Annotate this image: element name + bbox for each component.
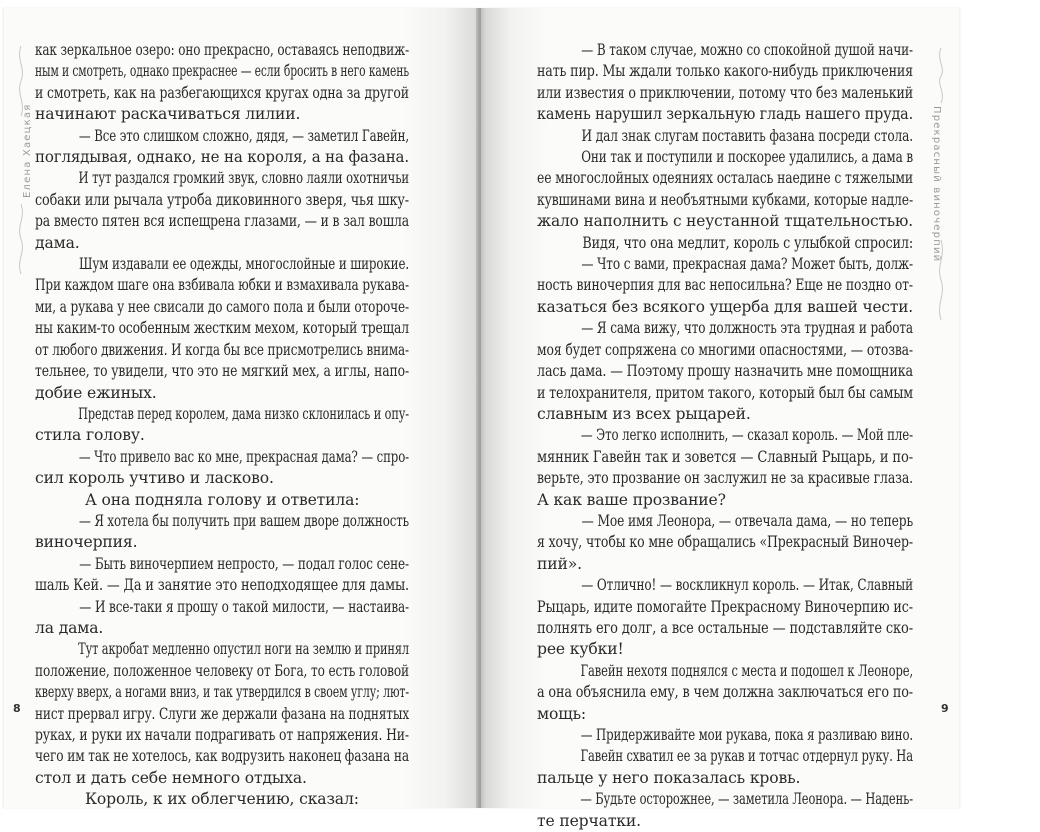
text-line: дама. (35, 233, 80, 252)
text-line: чего им так не хотелось, как водрузить наконец фазана на (35, 747, 409, 766)
text-line: ее многослойных одеяниях осталась наедине с тяжелыми (537, 169, 914, 188)
text-line: А она подняла голову и ответила: (85, 490, 360, 509)
text-line: ла дама. (35, 618, 104, 637)
text-line: кверху вверх, а ногами вниз, и так утвердился в своем углу; лют- (35, 683, 409, 702)
text-line: тельнее, то увидели, что это не мягкий мех, а иглы, напо- (35, 362, 410, 381)
text-line: шаль Кей. — Да и занятие это неподходящее для дамы. (35, 576, 410, 595)
text-line: Представ перед королем, дама низко склонилась и опу- (78, 404, 410, 423)
text-line: — Все это слишком сложно, дядя, — заметил Гавейн, (78, 126, 409, 145)
text-line: и смотреть, как на разбегающихся кругах одна за другой (35, 83, 409, 102)
text-line: — Это легко исполнить, — сказал король. — Мой пле- (580, 426, 914, 445)
text-line: И дал знак слугам поставить фазана посреди стола. (581, 126, 913, 145)
page-ornament-icon (14, 204, 28, 274)
text-line: или известия о приключении, потому что без маленький (537, 83, 913, 102)
text-line: верьте, это прозвание он заслужил не за красивые глаза. (537, 469, 913, 488)
text-line: а она объяснила ему, в чем должна заключаться его по- (537, 683, 914, 702)
text-line: — Что с вами, прекрасная дама? Может быть, долж- (581, 255, 914, 274)
text-line: — В таком случае, можно со спокойной душой начи- (581, 41, 913, 59)
text-line: А как ваше прозвание? (537, 490, 726, 509)
text-line: Шум издавали ее одежды, многослойные и широкие. (78, 255, 409, 274)
text-line: начинают раскачиваться лилии. (35, 105, 301, 124)
running-head: Елена Хаецкая (22, 103, 33, 198)
text-line: жало наполнить с неустанной тщательностью. (537, 212, 914, 231)
text-line: ны каким-то особенным жестким мехом, который трещал (35, 319, 410, 338)
text-line: пий». (537, 554, 582, 573)
text-line: мянник Гавейн так и зовется — Славный Рыцарь, и по- (537, 447, 914, 466)
text-line: ра вместо пятен вся испещрена глазами, — и в зал вошла (35, 212, 410, 231)
text-line: Король, к их облегчению, сказал: (85, 790, 359, 809)
text-line: мощь: (537, 704, 587, 723)
text-line: — Отлично! — воскликнул король. — Итак, Славный (581, 576, 914, 595)
text-line: — Быть виночерпием непросто, — подал голос сене- (79, 554, 409, 573)
text-line: стила голову. (35, 426, 145, 445)
text-line: рее кубки! (537, 640, 624, 659)
text-line: стол и дать себе немного отдыха. (35, 768, 307, 787)
text-line: как зеркальное озеро: оно прекрасно, оставаясь неподвиж- (35, 41, 410, 59)
text-line: добие ежиных. (35, 383, 157, 402)
text-line: ность виночерпия для вас непосильна? Еще не поздно от- (537, 276, 913, 295)
text-line: пальце у него показалась кровь. (537, 768, 801, 787)
text-line: славным из всех рыцарей. (537, 404, 751, 423)
text-line: поглядывая, однако, не на короля, а на фазана. (35, 148, 409, 167)
text-line: руках, и руки их начали подрагивать от напряжения. Ни- (35, 726, 409, 744)
text-line: Гавейн нехотя поднялся с места и подошел к Леоноре, (580, 661, 914, 680)
text-line: И тут раздался громкий звук, словно лаяли охотничьи (78, 169, 409, 188)
text-line: камень нарушил зеркальную гладь нашего пруда. (537, 105, 914, 124)
text-line: Видя, что она медлит, король с улыбкой спросил: (582, 233, 913, 252)
text-line: от любого движения. И когда бы все присмотрелись внима- (35, 340, 409, 359)
text-line: лась дама. — Поэтому прошу назначить мне помощника (537, 362, 913, 381)
text-line: ми, а рукава у нее свисали до самого пола и были отороче- (35, 297, 409, 316)
text-line: При каждом шаге она взбивала юбки и взмахивала рукава- (35, 276, 409, 295)
page-number: 9 (941, 702, 949, 715)
text-line: — Мое имя Леонора, — отвечала дама, — но теперь (581, 511, 914, 530)
text-line: те перчатки. (537, 811, 641, 830)
left-page-text (35, 40, 409, 811)
text-line: нать пир. Мы ждали только какого-нибудь приключения (537, 62, 913, 81)
text-line: Гавейн схватил ее за рукав и тотчас отдернул руку. На (580, 747, 913, 766)
text-line: Тут акробат медленно опустил ноги на землю и принял (78, 640, 409, 659)
text-line: положение, положенное человеку от Бога, то есть головой (35, 661, 409, 680)
text-line: кувшинами вина и необъятными кубками, которые надле- (537, 190, 914, 209)
right-page (481, 8, 959, 830)
running-head: Прекрасный виночерпий (931, 106, 942, 263)
text-line: — Придерживайте мои рукава, пока я разливаю вино. (580, 726, 913, 744)
text-line: — Будьте осторожнее, — заметила Леонора. — Надень- (580, 790, 914, 809)
text-line: виночерпия. (35, 533, 138, 552)
text-line: — Что привело вас ко мне, прекрасная дама? — спро- (78, 447, 410, 466)
text-line: собаки или рычала утроба диковинного зверя, чья шку- (35, 190, 409, 209)
text-line: я хочу, чтобы ко мне обращались «Прекрасный Виночер- (537, 533, 914, 552)
text-line: сил король учтиво и ласково. (35, 469, 274, 488)
page-number: 8 (13, 702, 21, 715)
text-line: и телохранителя, притом такого, который был бы самым (537, 383, 914, 402)
text-line: — Я хотела бы получить при вашем дворе должность (78, 511, 409, 530)
text-line: — И все-таки я прошу о такой милости, — настаива- (79, 597, 410, 616)
text-line: нист прервал игру. Слуги же держали фазана на поднятых (35, 704, 410, 723)
text-line: Они так и поступили и поскорее удалились, а дама в (581, 148, 913, 167)
text-line: ным и смотреть, однако прекраснее — если бросить в него камень (35, 62, 409, 81)
right-page-text (537, 40, 913, 832)
text-line: моя будет сопряжена со многими опасностями, — отозва- (537, 340, 913, 359)
text-line: Рыцарь, идите помогайте Прекрасному Виночерпию ис- (537, 597, 913, 616)
text-line: полнять его долг, а все остальные — подставляйте ско- (537, 618, 914, 637)
text-line: — Я сама вижу, что должность эта трудная и работа (581, 319, 913, 338)
left-page (4, 8, 480, 808)
text-line: казаться без всякого ущерба для вашей чести. (537, 297, 914, 316)
